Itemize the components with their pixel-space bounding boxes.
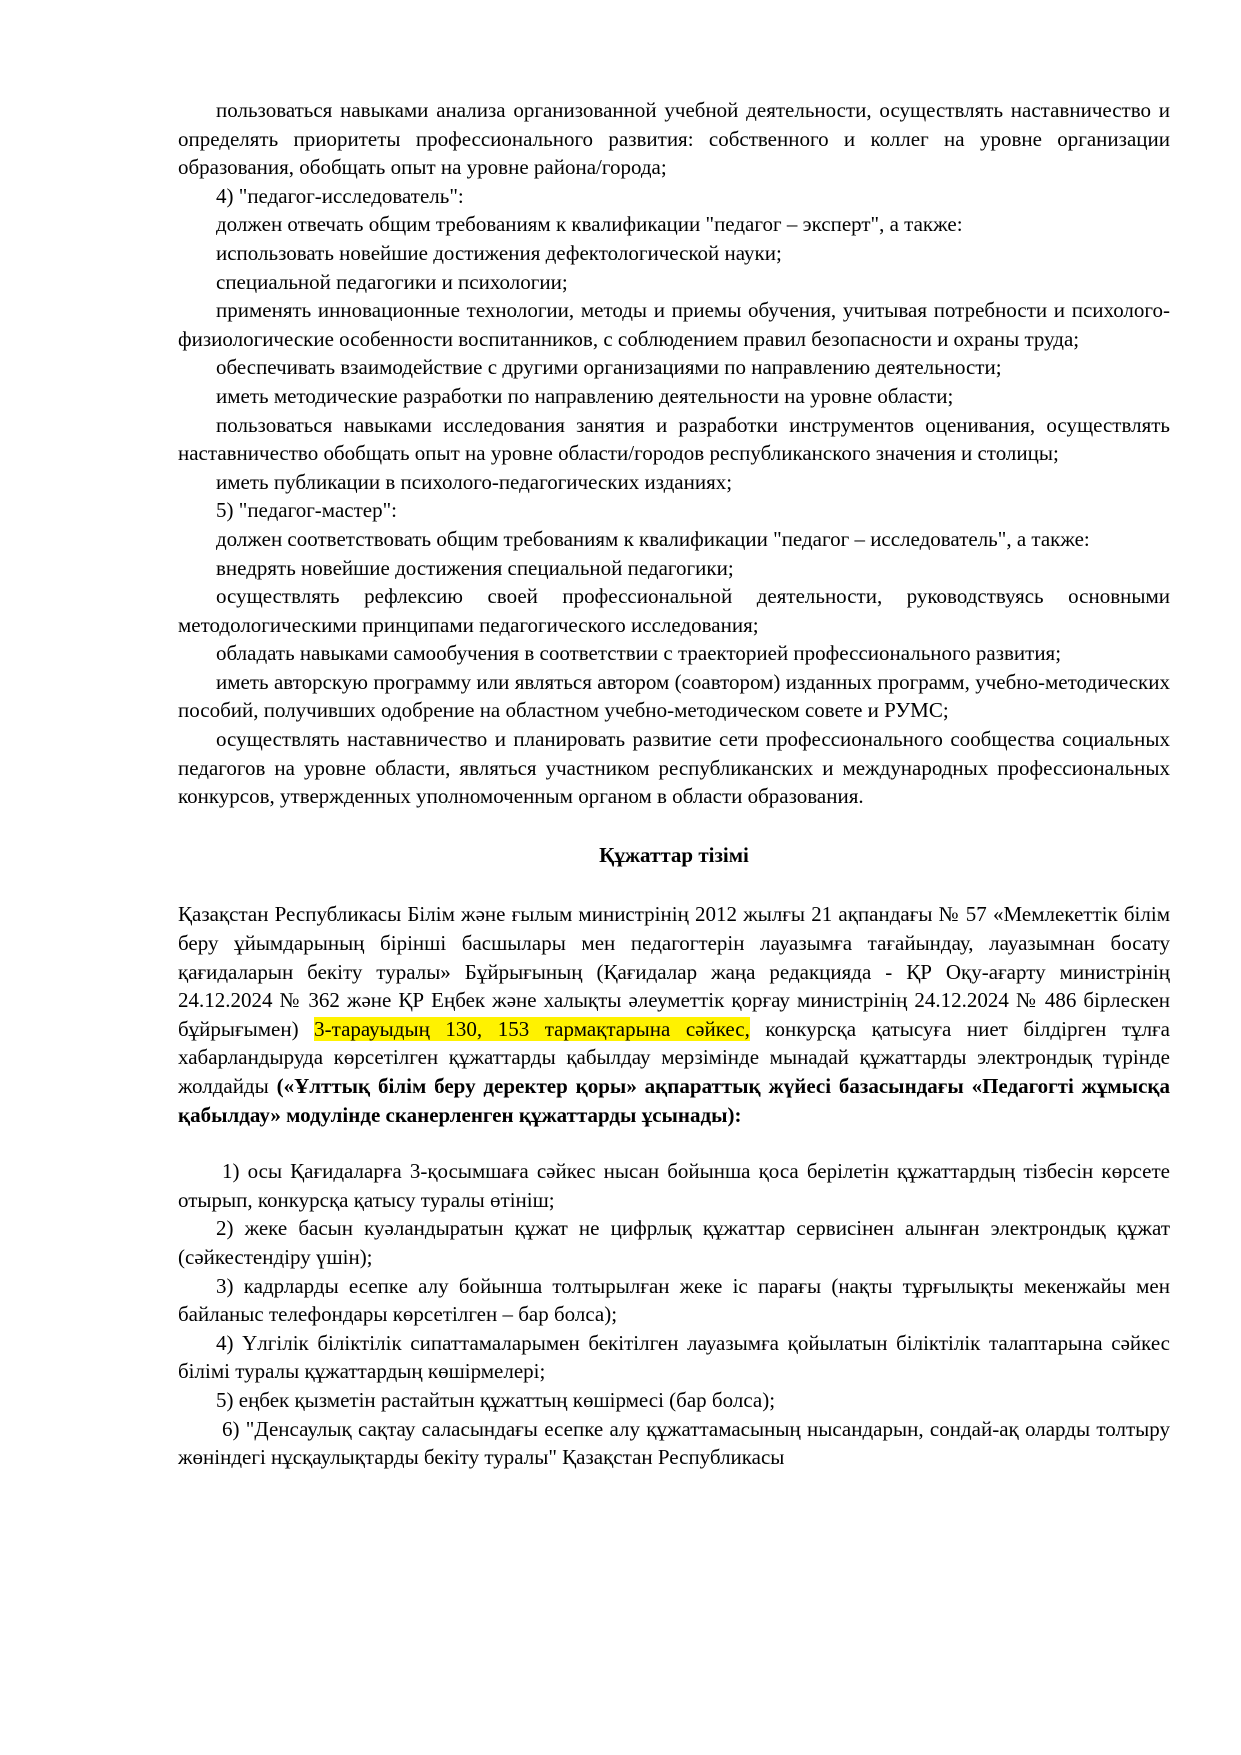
paragraph: пользоваться навыками исследования занятия и разработки инструментов оценивания, осуществлять наставничество обобщать опыт на уровне области/городов республиканского значения и столицы; [178,412,1170,466]
paragraph: осуществлять наставничество и планировать развитие сети профессионального сообщества социальных педагогов на уровне области, являться участником республиканских и международных профессиональных конкурсов, утвержденных уполномоченным органом в области образования. [178,727,1170,809]
paragraph: использовать новейшие достижения дефектологической науки; [216,240,782,265]
list-item: 4) Үлгілік біліктілік сипаттамаларымен бекітілген лауазымға қойылатын біліктілік талаптарына сәйкес білімі туралы құжаттардың көшірмелері; [178,1330,1170,1384]
paragraph: иметь публикации в психолого-педагогических изданиях; [216,469,733,494]
paragraph: пользоваться навыками анализа организованной учебной деятельности, осуществлять наставничество и определять приоритеты профессионального развития: собственного и коллег на уровне организации образования, обобщать опыт на уровне района/города; [178,98,1170,180]
paragraph: 5) "педагог-мастер": [216,498,397,523]
paragraph: обладать навыками самообучения в соответствии с траекторией профессионального развития; [216,641,1062,666]
list-item: 1) осы Қағидаларға 3-қосымшаға сәйкес нысан бойынша қоса берілетін құжаттардың тізбесін көрсете отырып, конкурсқа қатысу туралы өтініш; [178,1159,1170,1212]
intro-text-continued: конкурсқа қатысуға ниет білдірген тұлға хабарландыруда көрсетілген құжаттарды қабылдау мерзімінде мынадай құжаттарды электрондық түрінде жолдайды [178,1016,1170,1098]
document-page [178,96,1170,1472]
paragraph: иметь авторскую программу или являться автором (соавтором) изданных программ, учебно-методических пособий, получивших одобрение на областном учебно-методическом совете и РУМС; [178,669,1170,723]
highlighted-text: 3-тарауыдың 130, 153 тармақтарына сәйкес, [314,1016,750,1041]
paragraph: иметь методические разработки по направлению деятельности на уровне области; [216,383,954,408]
list-item: 5) еңбек қызметін растайтын құжаттың көшірмесі (бар болса); [216,1387,776,1412]
paragraph: применять инновационные технологии, методы и приемы обучения, учитывая потребности и психолого-физиологические особенности воспитанников, с соблюдением правил безопасности и охраны труда; [178,298,1170,351]
intro-bold-text: («Ұлттық білім беру деректер қоры» ақпараттық жүйесі базасындағы «Педагогті жұмысқа қабылдау» модулінде сканерленген құжаттарды ұсынады): [178,1074,1170,1127]
paragraph: 4) "педагог-исследователь": [216,183,464,208]
paragraph: должен соответствовать общим требованиям к квалификации "педагог – исследователь", а также: [216,526,1090,551]
paragraph: должен отвечать общим требованиям к квалификации "педагог – эксперт", а также: [216,212,963,237]
paragraph: специальной педагогики и психологии; [216,269,568,294]
list-item: 2) жеке басын куәландыратын құжат не цифрлық құжаттар сервисінен алынған электрондық құжат (сәйкестендіру үшін); [178,1216,1170,1269]
paragraph: осуществлять рефлексию своей профессиональной деятельности, руководствуясь основными методологическими принципами педагогического исследования; [178,584,1170,637]
intro-text: Қазақстан Республикасы Білім және ғылым министрінің 2012 жылғы 21 ақпандағы № 57 «Мемлекеттік білім беру ұйымдарының бірінші басшылары мен педагогтерін лауазымға тағайындау, лауазымнан босату қағидаларын бекіту туралы» Бұйрығының (Қағидалар жаңа редакцияда - ҚР Оқу-ағарту министрінің 24.12.2024 № 362 және ҚР Еңбек және халықты әлеуметтік қорғау министрінің 24.12.2024 № 486 бірлескен бұйрығымен) [178,902,1170,1041]
spacer [178,1129,1170,1157]
paragraph: обеспечивать взаимодействие с другими организациями по направлению деятельности; [216,355,1002,380]
list-item: 6) "Денсаулық сақтау саласындағы есепке алу құжаттамасының нысандарын, сондай-ақ оларды толтыру жөніндегі нұсқаулықтарды бекіту туралы" Қазақстан Республикасы [178,1416,1170,1470]
section-heading: Құжаттар тізімі [599,842,749,867]
paragraph: внедрять новейшие достижения специальной педагогики; [216,555,734,580]
intro-paragraph [178,900,1170,1129]
list-item: 3) кадрларды есепке алу бойынша толтырылған жеке іс парағы (нақты тұрғылықты мекенжайы мен байланыс телефондары көрсетілген – бар болса); [178,1273,1170,1327]
